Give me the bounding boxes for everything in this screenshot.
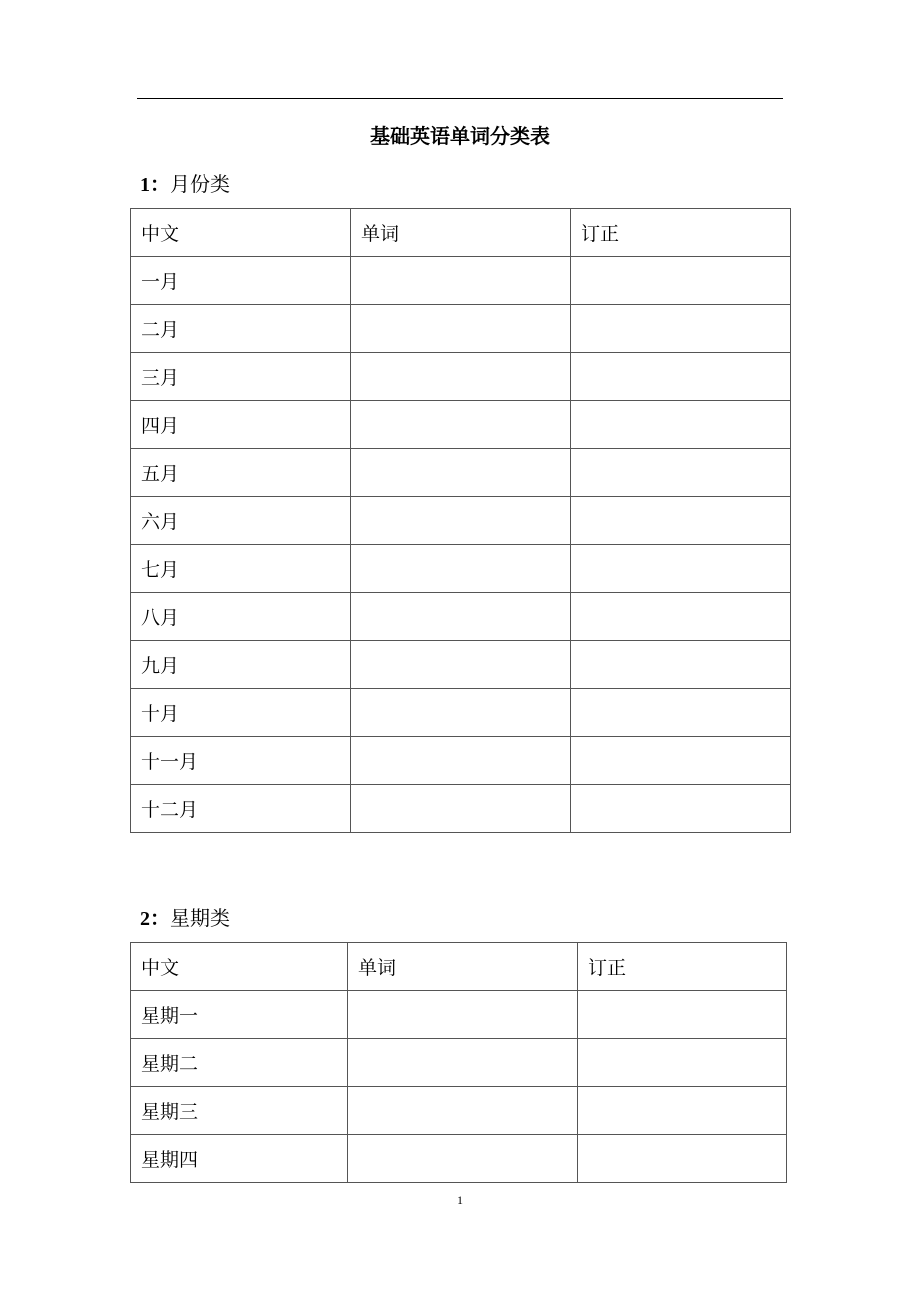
chinese-cell: 四月	[131, 401, 351, 449]
document-title: 基础英语单词分类表	[370, 124, 550, 148]
table-row	[131, 497, 791, 545]
section-label: 星期类	[170, 906, 230, 930]
table-row	[131, 991, 787, 1039]
column-header-word: 单词	[348, 943, 578, 991]
word-input-cell[interactable]	[351, 641, 571, 689]
word-input-cell[interactable]	[348, 1135, 578, 1183]
table-header-row	[131, 209, 791, 257]
word-input-cell[interactable]	[351, 737, 571, 785]
correction-input-cell[interactable]	[571, 689, 791, 737]
correction-input-cell[interactable]	[578, 1039, 787, 1087]
chinese-cell: 星期一	[131, 991, 348, 1039]
chinese-cell: 星期三	[131, 1087, 348, 1135]
weekdays-table	[130, 942, 787, 1183]
table-row	[131, 401, 791, 449]
chinese-cell: 八月	[131, 593, 351, 641]
word-input-cell[interactable]	[351, 305, 571, 353]
table-row	[131, 449, 791, 497]
table-row	[131, 785, 791, 833]
word-input-cell[interactable]	[351, 401, 571, 449]
correction-input-cell[interactable]	[571, 401, 791, 449]
correction-input-cell[interactable]	[571, 593, 791, 641]
column-header-correction: 订正	[578, 943, 787, 991]
word-input-cell[interactable]	[348, 1087, 578, 1135]
column-header-word: 单词	[351, 209, 571, 257]
correction-input-cell[interactable]	[571, 305, 791, 353]
table-row	[131, 593, 791, 641]
column-header-chinese: 中文	[131, 209, 351, 257]
correction-input-cell[interactable]	[578, 991, 787, 1039]
section-heading-weekdays	[140, 904, 230, 933]
correction-input-cell[interactable]	[571, 449, 791, 497]
correction-input-cell[interactable]	[578, 1087, 787, 1135]
months-table	[130, 208, 791, 833]
word-input-cell[interactable]	[351, 689, 571, 737]
section-number: 1：	[140, 174, 170, 196]
table-row	[131, 353, 791, 401]
word-input-cell[interactable]	[351, 257, 571, 305]
correction-input-cell[interactable]	[571, 785, 791, 833]
chinese-cell: 五月	[131, 449, 351, 497]
word-input-cell[interactable]	[351, 593, 571, 641]
chinese-cell: 星期二	[131, 1039, 348, 1087]
table-row	[131, 257, 791, 305]
word-input-cell[interactable]	[351, 785, 571, 833]
column-header-chinese: 中文	[131, 943, 348, 991]
chinese-cell: 十二月	[131, 785, 351, 833]
chinese-cell: 一月	[131, 257, 351, 305]
word-input-cell[interactable]	[351, 497, 571, 545]
page-number: 1	[457, 1193, 463, 1207]
table-header-row	[131, 943, 787, 991]
chinese-cell: 三月	[131, 353, 351, 401]
column-header-correction: 订正	[571, 209, 791, 257]
chinese-cell: 星期四	[131, 1135, 348, 1183]
correction-input-cell[interactable]	[571, 641, 791, 689]
word-input-cell[interactable]	[348, 991, 578, 1039]
word-input-cell[interactable]	[351, 545, 571, 593]
correction-input-cell[interactable]	[571, 353, 791, 401]
table-row	[131, 689, 791, 737]
chinese-cell: 十一月	[131, 737, 351, 785]
table-row	[131, 641, 791, 689]
table-row	[131, 1135, 787, 1183]
header-rule	[137, 98, 783, 99]
correction-input-cell[interactable]	[571, 257, 791, 305]
correction-input-cell[interactable]	[571, 545, 791, 593]
table-row	[131, 737, 791, 785]
chinese-cell: 二月	[131, 305, 351, 353]
section-label: 月份类	[170, 172, 230, 196]
chinese-cell: 六月	[131, 497, 351, 545]
word-input-cell[interactable]	[351, 449, 571, 497]
word-input-cell[interactable]	[348, 1039, 578, 1087]
table-row	[131, 1087, 787, 1135]
correction-input-cell[interactable]	[571, 737, 791, 785]
section-heading-months	[140, 170, 230, 199]
section-number: 2：	[140, 908, 170, 930]
correction-input-cell[interactable]	[571, 497, 791, 545]
table-row	[131, 545, 791, 593]
table-row	[131, 1039, 787, 1087]
chinese-cell: 七月	[131, 545, 351, 593]
chinese-cell: 十月	[131, 689, 351, 737]
table-row	[131, 305, 791, 353]
correction-input-cell[interactable]	[578, 1135, 787, 1183]
word-input-cell[interactable]	[351, 353, 571, 401]
chinese-cell: 九月	[131, 641, 351, 689]
